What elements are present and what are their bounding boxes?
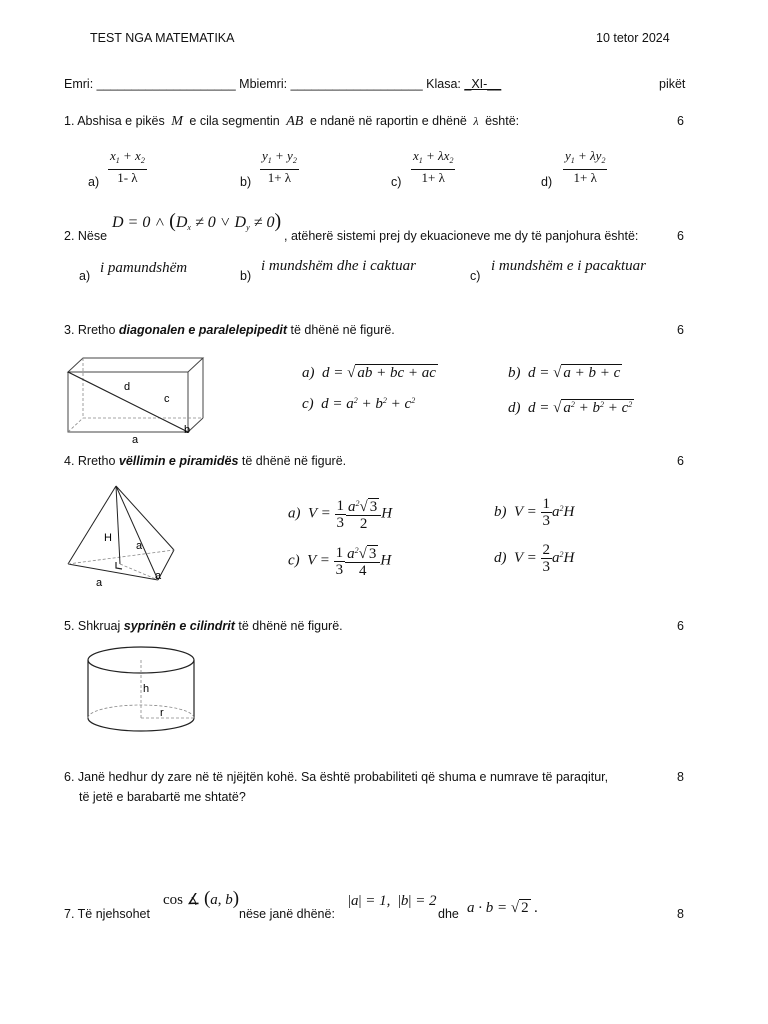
option-2c-label[interactable]: c) (470, 269, 481, 283)
question-6-points: 8 (677, 770, 684, 784)
option-4a[interactable]: a) V = $\frac{1}{3}$ $\frac{a^2√ 3}{2}$ H (288, 497, 393, 532)
question-5-text: 5. Shkruaj syprinën e cilindrit të dhënë në figurë. (64, 619, 343, 633)
option-4b[interactable]: b) V = $\frac{1}{3}$ $a^2H$ (494, 496, 575, 529)
label-r: r (160, 707, 164, 719)
cylinder-figure (84, 644, 200, 736)
label-a: a (132, 434, 139, 444)
label-c: c (164, 393, 170, 405)
pyramid-edge-right (116, 486, 174, 550)
height-line (116, 486, 120, 564)
option-2c-text[interactable]: i mundshëm e i pacaktuar (491, 258, 646, 274)
question-2-condition: D = 0 ˄ ($D_x \ne 0$ ˅ $D_y \ne 0$) (112, 210, 282, 232)
option-1d-label[interactable]: d) (541, 175, 553, 189)
option-3a[interactable]: a) d = √ ab + bc + ac (302, 365, 436, 381)
class-label: Klasa: (426, 77, 461, 91)
label-a-base: a (96, 577, 103, 589)
pyramid-figure (62, 482, 182, 592)
question-5-points: 6 (677, 619, 684, 633)
option-1b-formula[interactable]: $\frac{y_1 + y_2}{1+ \lambda}$ (262, 148, 297, 185)
points-header: pikët (659, 77, 686, 91)
option-1c-formula[interactable]: $\frac{x_1 + \lambda x_2}{1+ \lambda}$ (413, 148, 454, 185)
option-1c-label[interactable]: c) (391, 175, 402, 189)
page-title: TEST NGA MATEMATIKA (90, 31, 235, 45)
option-1d-formula[interactable]: $\frac{y_1 + \lambda y_2}{1+ \lambda}$ (565, 148, 606, 185)
class-field[interactable]: _XI-__ (464, 77, 502, 91)
option-2b-label[interactable]: b) (240, 269, 252, 283)
question-7-dhe: dhe (438, 907, 459, 921)
option-4c[interactable]: c) V = $\frac{1}{3}$ $\frac{a^2√ 3}{4}$ H (288, 544, 392, 579)
question-4-text: 4. Rretho vëllimin e piramidës të dhënë në figurë. (64, 454, 347, 468)
surname-field[interactable]: Mbiemri: ___________________ (239, 77, 423, 91)
label-H: H (104, 532, 112, 544)
option-1a-formula[interactable]: $\frac{x_1 + x_2}{1- \lambda}$ (110, 148, 145, 185)
label-b: b (184, 424, 191, 436)
test-date: 10 tetor 2024 (596, 31, 670, 45)
question-7-points: 8 (677, 907, 684, 921)
option-2a-text[interactable]: i pamundshëm (100, 260, 188, 276)
option-3b[interactable]: b) d = √ a + b + c (508, 365, 621, 381)
question-7-cos-expression: cos ∡ (a, b) (163, 888, 240, 909)
option-2b-text[interactable]: i mundshëm dhe i caktuar (261, 258, 416, 274)
question-4-points: 6 (677, 454, 684, 468)
question-2-text: , atëherë sistemi prej dy ekuacioneve me dy të panjohura është: (284, 229, 639, 243)
question-7-given: |a| = 1, |b| = 2 (348, 893, 437, 909)
right-bottom-edge (188, 418, 203, 432)
question-7-pre: 7. Të njehsohet (64, 907, 150, 921)
base-edge-front (68, 564, 158, 580)
question-1-text: 1. Abshisa e pikës M e cila segmentin AB e ndanë në raportin e dhënë λ është: (64, 114, 520, 129)
question-7-dot-product: a · b = √ 2 . (467, 900, 539, 916)
hidden-edge-3 (68, 418, 83, 432)
student-line (64, 77, 501, 91)
question-2-pre: 2. Nëse (64, 229, 108, 243)
top-face (68, 358, 203, 372)
question-7-mid: nëse janë dhënë: (239, 907, 335, 921)
question-6-line-2: të jetë e barabartë me shtatë? (79, 790, 246, 804)
question-6-line-1: 6. Janë hedhur dy zare në të njëjtën kohë. Sa është probabiliteti që shuma e numrave të paraqitur, (64, 770, 609, 784)
label-a-edge: a (136, 540, 143, 552)
label-h: h (143, 683, 150, 695)
parallelepiped-figure (56, 352, 206, 444)
label-a-side: a (155, 570, 162, 582)
base-edge-hidden (68, 550, 174, 564)
option-3d[interactable]: d) d = √ $a^2 + b^2 + c^2$ (508, 400, 633, 416)
name-field[interactable]: Emri: ____________________ (64, 77, 236, 91)
cylinder-bottom-front (88, 718, 194, 731)
question-3-points: 6 (677, 323, 684, 337)
option-1a-label[interactable]: a) (88, 175, 100, 189)
option-4d[interactable]: d) V = $\frac{2}{3}$ $a^2H$ (494, 542, 575, 575)
option-2a-label[interactable]: a) (79, 269, 91, 283)
question-2-points: 6 (677, 229, 684, 243)
right-angle-mark (116, 562, 122, 569)
option-3c[interactable]: c) $d = a^2 + b^2 + c^2$ (302, 396, 416, 412)
label-d: d (124, 381, 131, 393)
question-1-points: 6 (677, 114, 684, 128)
pyramid-edge-left (68, 486, 116, 564)
option-1b-label[interactable]: b) (240, 175, 252, 189)
pyramid-edge-front (116, 486, 158, 580)
question-3-text: 3. Rretho diagonalen e paralelepipedit të dhënë në figurë. (64, 323, 395, 337)
